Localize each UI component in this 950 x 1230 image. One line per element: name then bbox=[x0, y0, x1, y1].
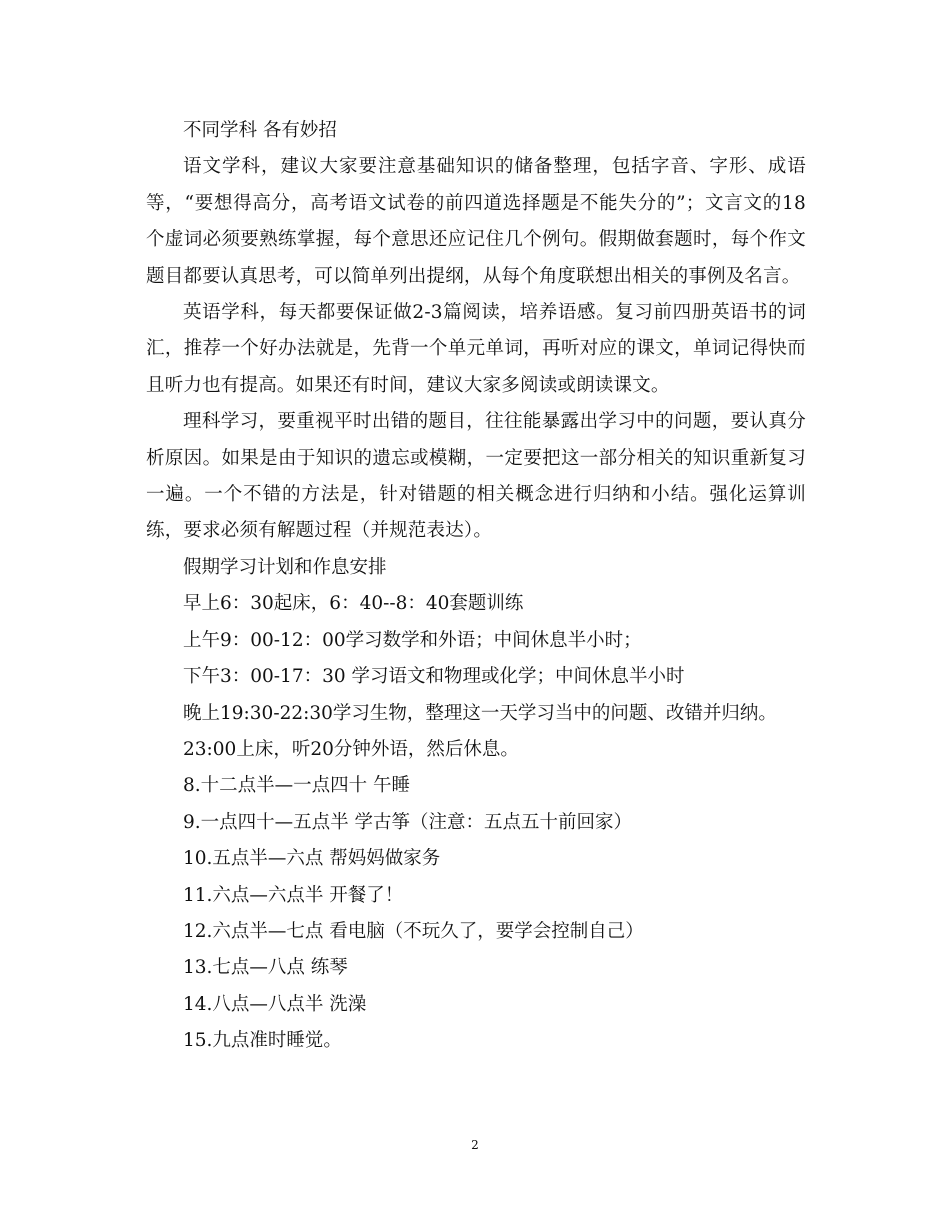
paragraph-english: 英语学科，每天都要保证做2-3篇阅读，培养语感。复习前四册英语书的词汇，推荐一个好办法就是，先背一个单元单词，再听对应的课文，单词记得快而且听力也有提高。如果还有时间，建议大家多阅读或朗读课文。 bbox=[146, 302, 806, 396]
schedule-item: 15.九点准时睡觉。 bbox=[183, 1030, 342, 1052]
schedule-item: 10.五点半—六点 帮妈妈做家务 bbox=[183, 848, 441, 870]
schedule-item: 11.六点—六点半 开餐了！ bbox=[183, 884, 404, 906]
schedule-item: 14.八点—八点半 洗澡 bbox=[183, 993, 367, 1015]
document-body bbox=[146, 113, 806, 1060]
schedule-item: 早上6：30起床，6：40--8：40套题训练 bbox=[183, 593, 524, 615]
paragraph-science: 理科学习，要重视平时出错的题目，往往能暴露出学习中的问题，要认真分析原因。如果是由于知识的遗忘或模糊，一定要把这一部分相关的知识重新复习一遍。一个不错的方法是，针对错题的相关概念进行归纳和小结。强化运算训练，要求必须有解题过程（并规范表达）。 bbox=[146, 411, 806, 542]
schedule-item: 上午9：00-12：00学习数学和外语；中间休息半小时； bbox=[183, 629, 642, 651]
schedule-item: 12.六点半—七点 看电脑（不玩久了，要学会控制自己） bbox=[183, 920, 644, 942]
paragraph-chinese: 语文学科，建议大家要注意基础知识的储备整理，包括字音、字形、成语等，“要想得高分，高考语文试卷的前四道选择题是不能失分的”；文言文的18个虚词必须要熟练掌握，每个意思还应记住几个例句。假期做套题时，每个作文题目都要认真思考，可以简单列出提纲，从每个角度联想出相关的事例及名言。 bbox=[146, 156, 806, 287]
schedule-item: 晚上19:30-22:30学习生物，整理这一天学习当中的问题、改错并归纳。 bbox=[183, 702, 777, 724]
schedule-item: 9.一点四十—五点半 学古筝（注意：五点五十前回家） bbox=[183, 811, 633, 833]
section-title: 不同学科 各有妙招 bbox=[183, 120, 337, 141]
schedule-item: 下午3：00-17：30 学习语文和物理或化学；中间休息半小时 bbox=[183, 666, 685, 688]
page-number: 2 bbox=[471, 1138, 479, 1152]
schedule-item: 23:00上床，听20分钟外语，然后休息。 bbox=[183, 738, 519, 760]
schedule-item: 13.七点—八点 练琴 bbox=[183, 957, 348, 979]
schedule-title: 假期学习计划和作息安排 bbox=[183, 556, 387, 578]
schedule-item: 8.十二点半—一点四十 午睡 bbox=[183, 775, 411, 797]
